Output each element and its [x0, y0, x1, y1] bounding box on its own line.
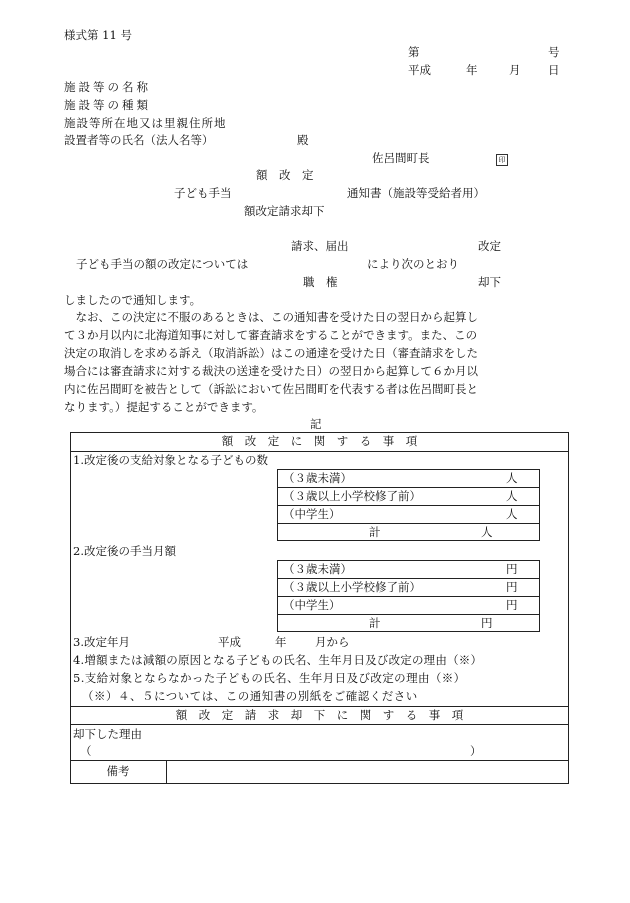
- facility-name-label: 施設等の名称: [64, 80, 151, 94]
- row-unit: 人: [506, 507, 518, 521]
- remarks-label: 備考: [106, 764, 130, 778]
- row-label: （３歳未満）: [283, 471, 352, 485]
- title-line-2b: 通知書（施設等受給者用）: [347, 186, 485, 200]
- main-text-b: により次のとおり: [367, 257, 459, 271]
- total-unit: 円: [481, 616, 493, 630]
- option-ex-officio: 職 権: [303, 275, 338, 289]
- title-line-1: 額 改 定: [256, 168, 314, 182]
- reject-reason-label: 却下した理由: [73, 727, 142, 741]
- appendix-note: （※）４、５については、この通知書の別紙をご確認ください: [82, 689, 418, 703]
- option-revise: 改定: [478, 239, 501, 253]
- row-label: （３歳以上小学校修了前）: [283, 489, 421, 503]
- row-label: （３歳未満）: [283, 562, 352, 576]
- section-4-heading: 4.増額または減額の原因となる子どもの氏名、生年月日及び改定の理由（※）: [73, 653, 483, 667]
- total-label: 計: [369, 525, 381, 539]
- issuer-name: 佐呂間町長: [372, 151, 430, 165]
- paren-right: ）: [470, 744, 482, 758]
- row-label: （中学生）: [283, 507, 341, 521]
- appeal-paragraph-line: 決定の取消しを求める訴え（取消訴訟）はこの通達を受けた日（審査請求をした: [64, 346, 478, 360]
- row-label: （中学生）: [283, 598, 341, 612]
- seal-text: 印: [496, 154, 508, 166]
- section-5-heading: 5.支給対象とならなかった子どもの氏名、生年月日及び改定の理由（※）: [73, 671, 466, 685]
- section-1-heading: 1.改定後の支給対象となる子どもの数: [73, 453, 268, 467]
- row-unit: 円: [506, 598, 518, 612]
- section-3-heading: 3.改定年月: [73, 635, 130, 649]
- date-year: 年: [466, 63, 478, 77]
- option-reject: 却下: [478, 275, 501, 289]
- section-3-month: 月から: [315, 635, 350, 649]
- total-label: 計: [369, 616, 381, 630]
- doc-no-go: 号: [548, 45, 560, 59]
- doc-no-dai: 第: [408, 45, 420, 59]
- facility-type-label: 施設等の種類: [64, 98, 151, 112]
- total-unit: 人: [481, 525, 493, 539]
- appeal-paragraph-line: て３か月以内に北海道知事に対して審査請求をすることができます。また、この: [64, 328, 478, 342]
- facility-address-label: 施設等所在地又は里親住所地: [64, 116, 227, 130]
- section-3-era: 平成: [218, 635, 241, 649]
- founder-label: 設置者等の氏名（法人名等）: [64, 133, 214, 147]
- appeal-paragraph-line: なお、この決定に不服のあるときは、この通知書を受けた日の翌日から起算し: [64, 310, 478, 324]
- row-unit: 円: [506, 580, 518, 594]
- row-label: （３歳以上小学校修了前）: [283, 580, 421, 594]
- title-line-2a: 子ども手当: [174, 186, 232, 200]
- rejection-section-heading: 額 改 定 請 求 却 下 に 関 す る 事 項: [175, 708, 464, 722]
- title-line-3: 額改定請求却下: [244, 204, 325, 218]
- section-2-heading: 2.改定後の手当月額: [73, 544, 176, 558]
- remarks-field[interactable]: [167, 761, 568, 783]
- row-unit: 人: [506, 471, 518, 485]
- date-day: 日: [548, 63, 560, 77]
- form-number: 様式第 11 号: [64, 28, 132, 42]
- option-request: 請求、届出: [291, 239, 349, 253]
- row-unit: 円: [506, 562, 518, 576]
- revision-section-heading: 額 改 定 に 関 す る 事 項: [221, 434, 418, 448]
- seal-icon: [496, 151, 508, 166]
- notified-text: しましたので通知します。: [64, 293, 202, 307]
- date-month: 月: [509, 63, 521, 77]
- main-text-a: 子ども手当の額の改定については: [76, 257, 249, 271]
- ki-heading: 記: [310, 417, 322, 431]
- appeal-paragraph-line: 内に佐呂間町を被告として（訴訟において佐呂間町を代表する者は佐呂間町長と: [64, 382, 478, 396]
- appeal-paragraph-line: なります。）提起することができます。: [64, 400, 264, 414]
- date-era: 平成: [408, 63, 431, 77]
- appeal-paragraph-line: 場合には審査請求に対する裁決の送達を受けた日）の翌日から起算して６か月以: [64, 364, 478, 378]
- section-3-year: 年: [275, 635, 287, 649]
- paren-left: （: [80, 744, 92, 758]
- dono: 殿: [297, 133, 309, 147]
- row-unit: 人: [506, 489, 518, 503]
